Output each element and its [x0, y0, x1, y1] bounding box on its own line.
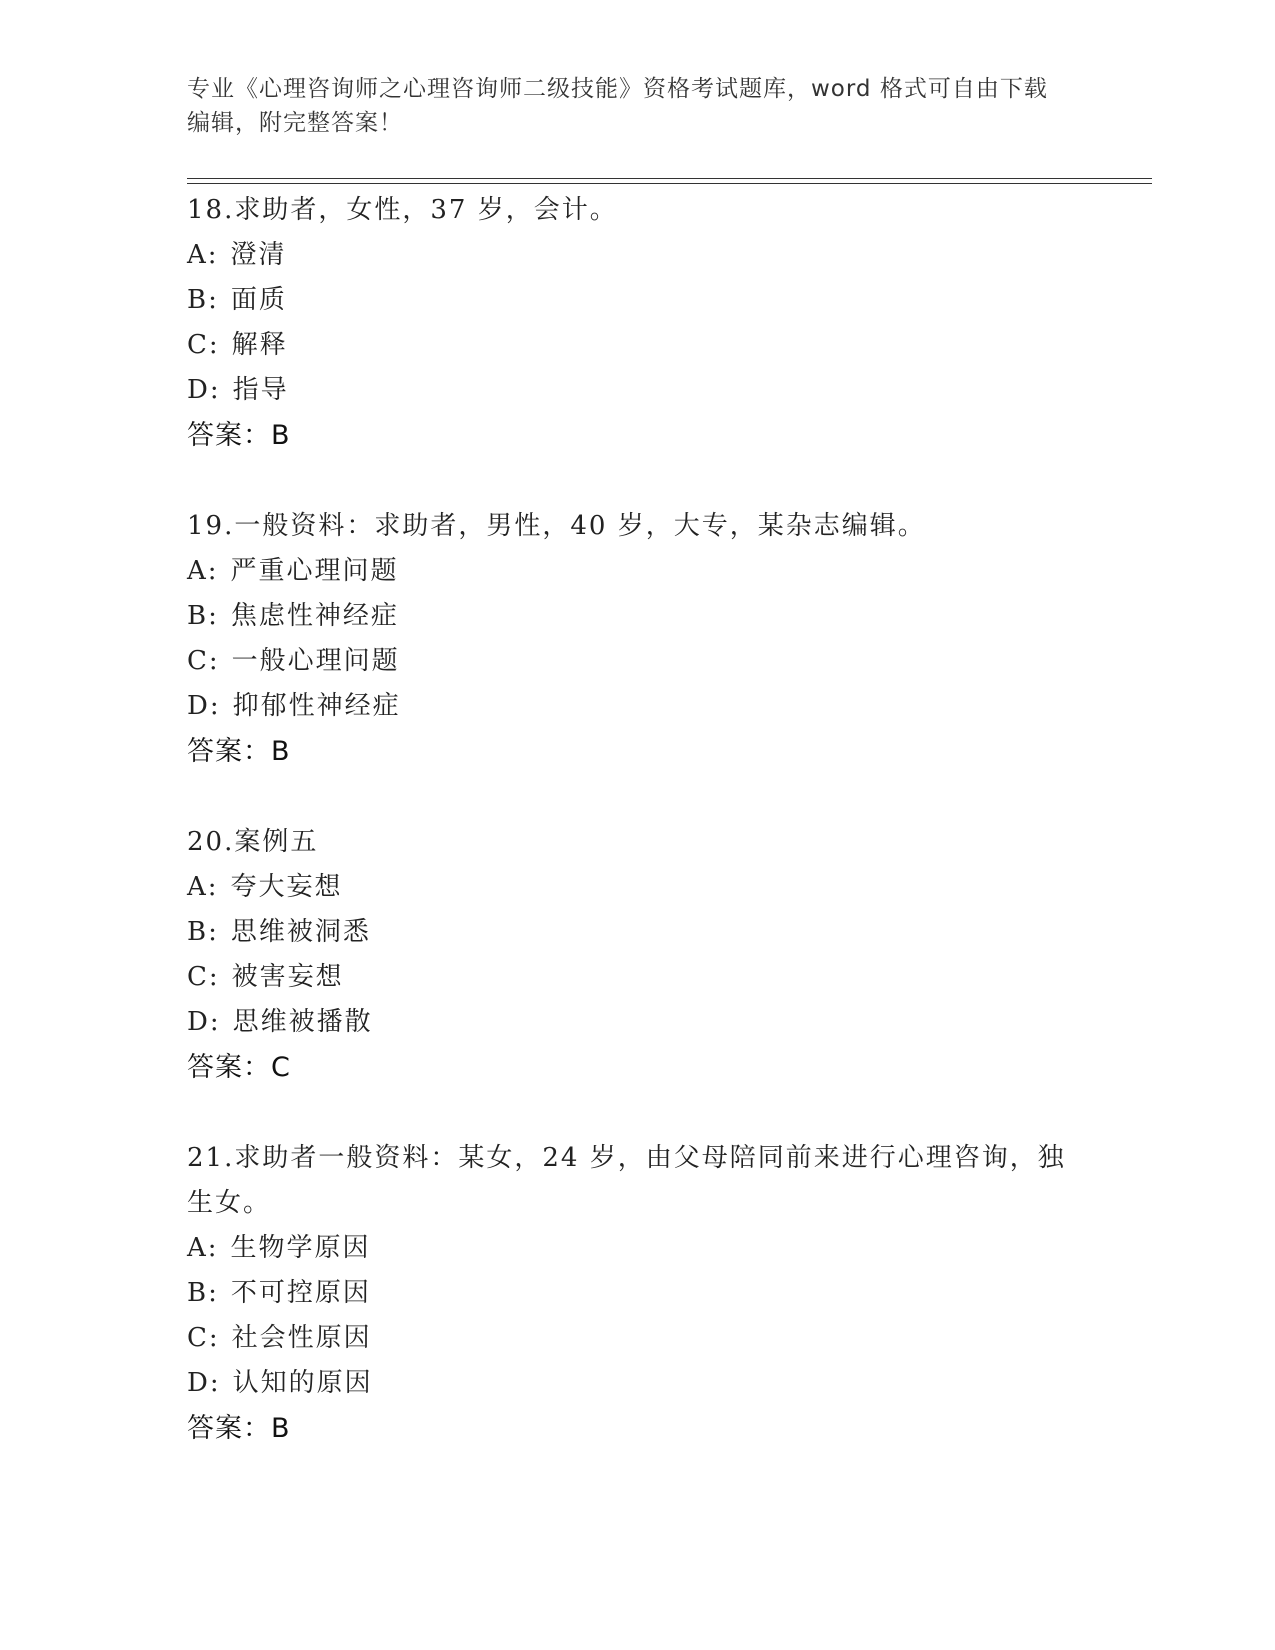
option-letter: C: — [187, 646, 220, 676]
question-stem: 18.求助者，女性，37 岁，会计。 — [187, 195, 618, 225]
option-text: 解释 — [231, 330, 288, 360]
option-letter: B: — [187, 917, 219, 947]
header-divider-bottom — [187, 183, 1152, 184]
option-letter: D: — [187, 375, 221, 405]
answer-label: 答案：B — [187, 736, 291, 767]
option-c — [187, 1316, 1087, 1361]
option-text: 思维被洞悉 — [230, 917, 371, 947]
document-header — [187, 72, 1087, 140]
option-letter: A: — [187, 872, 219, 902]
option-a — [187, 865, 1087, 910]
option-letter: A: — [187, 1233, 219, 1263]
header-divider-top — [187, 178, 1152, 179]
option-text: 一般心理问题 — [231, 646, 400, 676]
option-letter: A: — [187, 240, 219, 270]
question-list — [187, 188, 1087, 1497]
option-letter: B: — [187, 601, 219, 631]
option-text: 面质 — [230, 285, 287, 315]
option-letter: D: — [187, 1368, 221, 1398]
option-text: 不可控原因 — [230, 1278, 371, 1308]
option-a — [187, 1226, 1087, 1271]
option-letter: D: — [187, 1007, 221, 1037]
option-text: 抑郁性神经症 — [232, 691, 401, 721]
option-letter: D: — [187, 691, 221, 721]
header-line-1: 专业《心理咨询师之心理咨询师二级技能》资格考试题库，word 格式可自由下载 — [187, 76, 1048, 102]
option-text: 指导 — [232, 375, 289, 405]
option-text: 焦虑性神经症 — [230, 601, 399, 631]
option-letter: A: — [187, 556, 219, 586]
question-stem: 19.一般资料：求助者，男性，40 岁，大专，某杂志编辑。 — [187, 511, 926, 541]
option-letter: B: — [187, 1278, 219, 1308]
option-text: 严重心理问题 — [230, 556, 399, 586]
option-c — [187, 955, 1087, 1000]
answer-label: 答案：B — [187, 420, 291, 451]
option-letter: C: — [187, 330, 220, 360]
option-letter: C: — [187, 1323, 220, 1353]
option-b — [187, 910, 1087, 955]
option-d — [187, 1361, 1087, 1406]
option-text: 生物学原因 — [230, 1233, 371, 1263]
option-text: 认知的原因 — [232, 1368, 373, 1398]
option-b — [187, 1271, 1087, 1316]
question-stem: 21.求助者一般资料：某女，24 岁，由父母陪同前来进行心理咨询，独生女。 — [187, 1143, 1066, 1218]
option-letter: B: — [187, 285, 219, 315]
option-c — [187, 323, 1087, 368]
answer-label: 答案：C — [187, 1052, 291, 1083]
question-18 — [187, 188, 1087, 459]
option-b — [187, 594, 1087, 639]
option-text: 思维被播散 — [232, 1007, 373, 1037]
option-d — [187, 1000, 1087, 1045]
option-text: 夸大妄想 — [230, 872, 343, 902]
option-d — [187, 684, 1087, 729]
option-text: 被害妄想 — [231, 962, 344, 992]
option-text: 澄清 — [230, 240, 287, 270]
option-text: 社会性原因 — [231, 1323, 372, 1353]
question-20 — [187, 820, 1087, 1091]
option-letter: C: — [187, 962, 220, 992]
question-stem: 20.案例五 — [187, 827, 319, 857]
option-a — [187, 549, 1087, 594]
answer-label: 答案：B — [187, 1413, 291, 1444]
header-line-2: 编辑，附完整答案！ — [187, 110, 403, 136]
option-d — [187, 368, 1087, 413]
option-c — [187, 639, 1087, 684]
question-19 — [187, 504, 1087, 775]
option-a — [187, 233, 1087, 278]
option-b — [187, 278, 1087, 323]
question-21 — [187, 1136, 1087, 1452]
